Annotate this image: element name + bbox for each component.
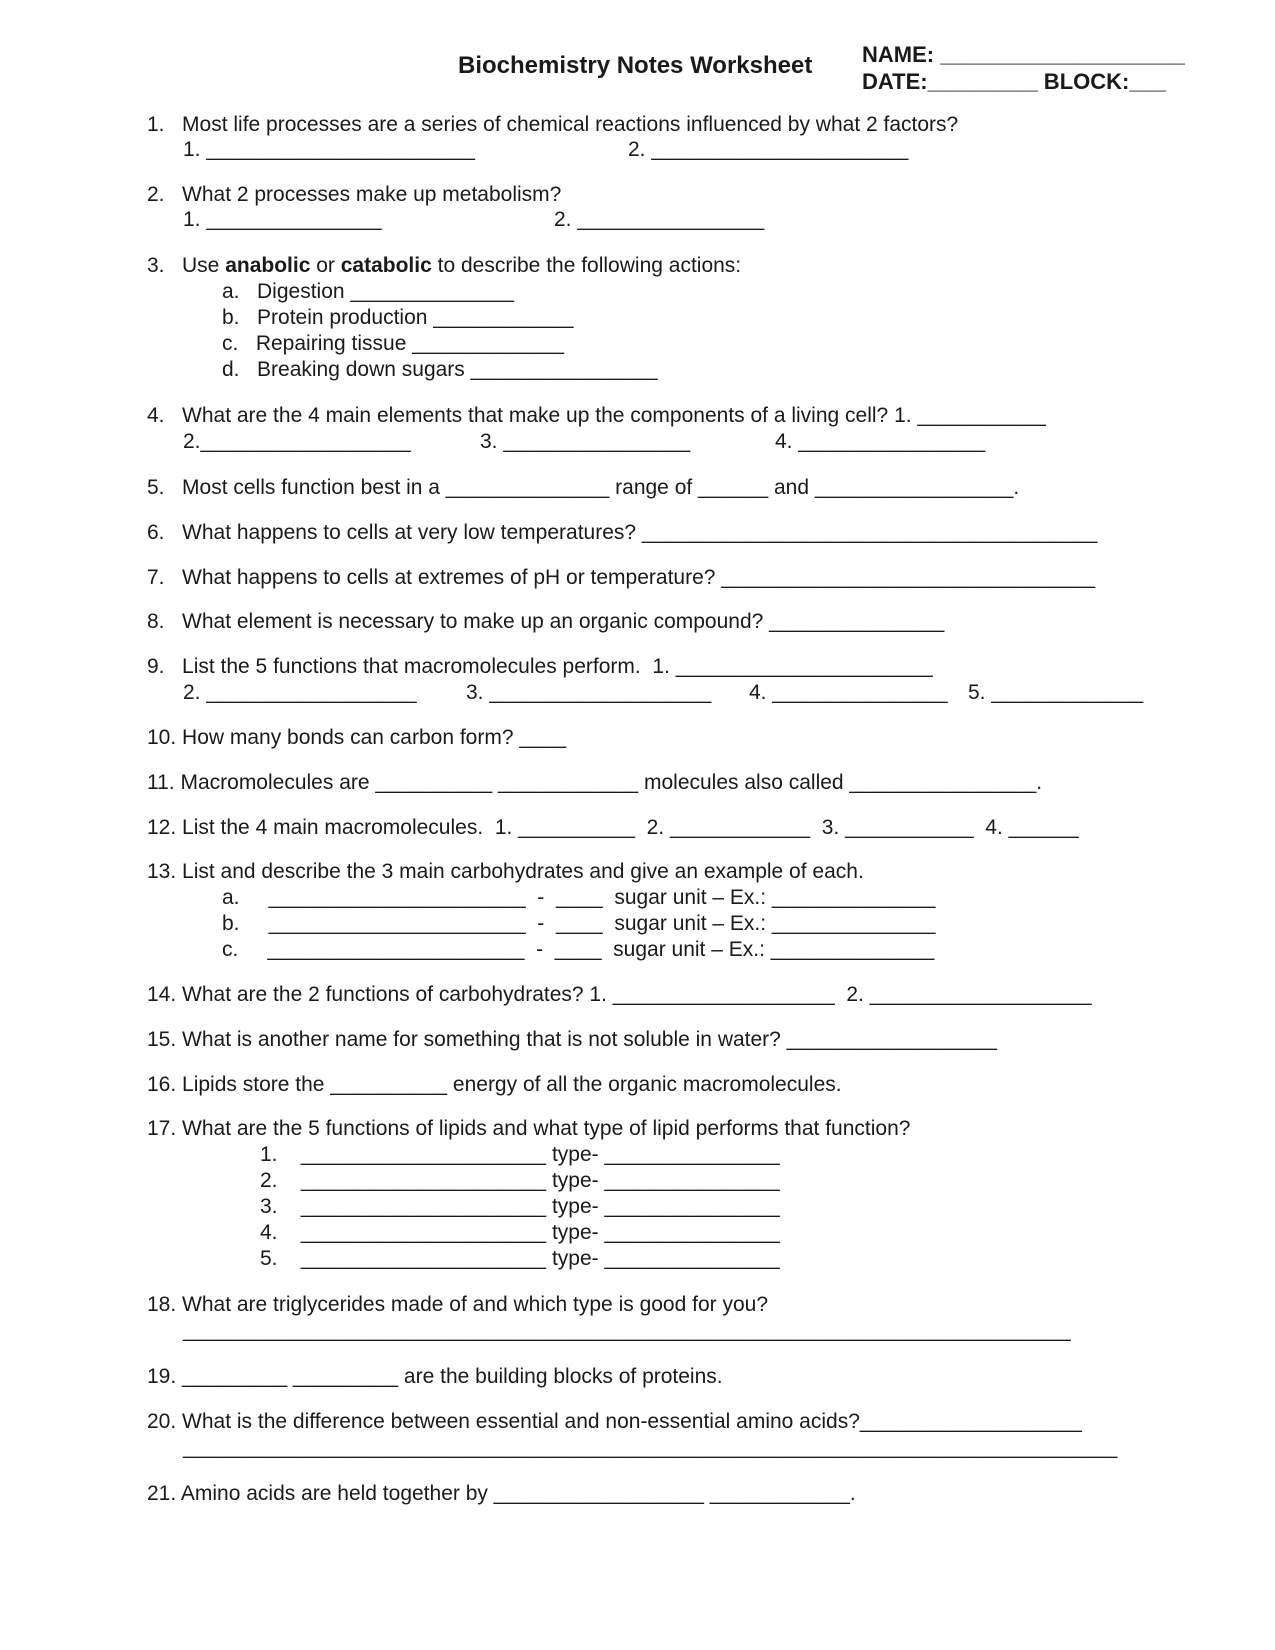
question-18-answer-line: ____________________________________________________________________________ <box>183 1319 1071 1342</box>
question-3-prefix: 3. Use <box>147 254 226 277</box>
question-4-blank-3: 3. ________________ <box>480 430 691 453</box>
question-13-item-a: a. ______________________ - ____ sugar unit – Ex.: ______________ <box>222 886 936 909</box>
question-13: 13. List and describe the 3 main carbohydrates and give an example of each. <box>147 860 864 883</box>
question-3-item-b: b. Protein production ____________ <box>222 306 574 329</box>
question-20: 20. What is the difference between essential and non-essential amino acids?___________________ <box>147 1410 1082 1433</box>
question-1-blank-1: 1. _______________________ <box>183 138 475 161</box>
question-17-item-3: 3. _____________________ type- _______________ <box>260 1195 780 1218</box>
question-15: 15. What is another name for something that is not soluble in water? __________________ <box>147 1028 997 1051</box>
question-12: 12. List the 4 main macromolecules. 1. __________ 2. ____________ 3. ___________ 4. ______ <box>147 816 1079 839</box>
question-3-item-c: c. Repairing tissue _____________ <box>222 332 565 355</box>
question-2-blank-1: 1. _______________ <box>183 208 382 231</box>
question-17: 17. What are the 5 functions of lipids and what type of lipid performs that function? <box>147 1117 911 1140</box>
question-4-blank-2: 2.__________________ <box>183 430 411 453</box>
question-3-item-a: a. Digestion ______________ <box>222 280 514 303</box>
question-2: 2. What 2 processes make up metabolism? <box>147 183 562 206</box>
question-3-anabolic: anabolic <box>225 254 311 277</box>
question-4-blank-4: 4. ________________ <box>775 430 986 453</box>
question-17-item-1: 1. _____________________ type- _______________ <box>260 1143 780 1166</box>
question-17-item-4: 4. _____________________ type- _______________ <box>260 1221 780 1244</box>
page-title: Biochemistry Notes Worksheet <box>458 52 813 79</box>
question-9-blank-2: 2. __________________ <box>183 681 417 704</box>
question-2-blank-2: 2. ________________ <box>554 208 765 231</box>
question-19: 19. _________ _________ are the building blocks of proteins. <box>147 1365 723 1388</box>
question-9: 9. List the 5 functions that macromolecules perform. 1. ______________________ <box>147 655 933 678</box>
question-13-item-b: b. ______________________ - ____ sugar unit – Ex.: ______________ <box>222 912 936 935</box>
question-21: 21. Amino acids are held together by __________________ ____________. <box>147 1482 856 1505</box>
question-9-blank-4: 4. _______________ <box>749 681 948 704</box>
question-10: 10. How many bonds can carbon form? ____ <box>147 726 567 749</box>
question-17-item-5: 5. _____________________ type- _______________ <box>260 1247 780 1270</box>
name-line: NAME: ____________________ <box>862 42 1185 67</box>
question-1: 1. Most life processes are a series of chemical reactions influenced by what 2 factors? <box>147 113 959 136</box>
question-9-blank-5: 5. _____________ <box>968 681 1144 704</box>
question-1-blank-2: 2. ______________________ <box>628 138 909 161</box>
date-block-line: DATE:_________ BLOCK:___ <box>862 69 1167 94</box>
question-6: 6. What happens to cells at very low temperatures? _______________________________________ <box>147 521 1098 544</box>
question-7: 7. What happens to cells at extremes of pH or temperature? ________________________________ <box>147 566 1096 589</box>
question-3-suffix: to describe the following actions: <box>431 254 742 277</box>
question-11: 11. Macromolecules are __________ ____________ molecules also called ________________. <box>147 771 1043 794</box>
question-4: 4. What are the 4 main elements that make up the components of a living cell? 1. ___________ <box>147 404 1046 427</box>
question-3-catabolic: catabolic <box>340 254 432 277</box>
question-3-item-d: d. Breaking down sugars ________________ <box>222 358 658 381</box>
question-3-or: or <box>310 254 341 277</box>
question-13-item-c: c. ______________________ - ____ sugar unit – Ex.: ______________ <box>222 938 935 961</box>
question-5: 5. Most cells function best in a ______________ range of ______ and _________________. <box>147 476 1020 499</box>
question-9-blank-3: 3. ___________________ <box>466 681 712 704</box>
question-3 <box>147 253 741 279</box>
question-8: 8. What element is necessary to make up an organic compound? _______________ <box>147 610 945 633</box>
question-20-answer-line: ________________________________________________________________________________ <box>183 1436 1118 1459</box>
question-18: 18. What are triglycerides made of and which type is good for you? <box>147 1293 768 1316</box>
question-17-item-2: 2. _____________________ type- _______________ <box>260 1169 780 1192</box>
question-16: 16. Lipids store the __________ energy of all the organic macromolecules. <box>147 1073 842 1096</box>
question-14: 14. What are the 2 functions of carbohydrates? 1. ___________________ 2. ___________________ <box>147 983 1092 1006</box>
